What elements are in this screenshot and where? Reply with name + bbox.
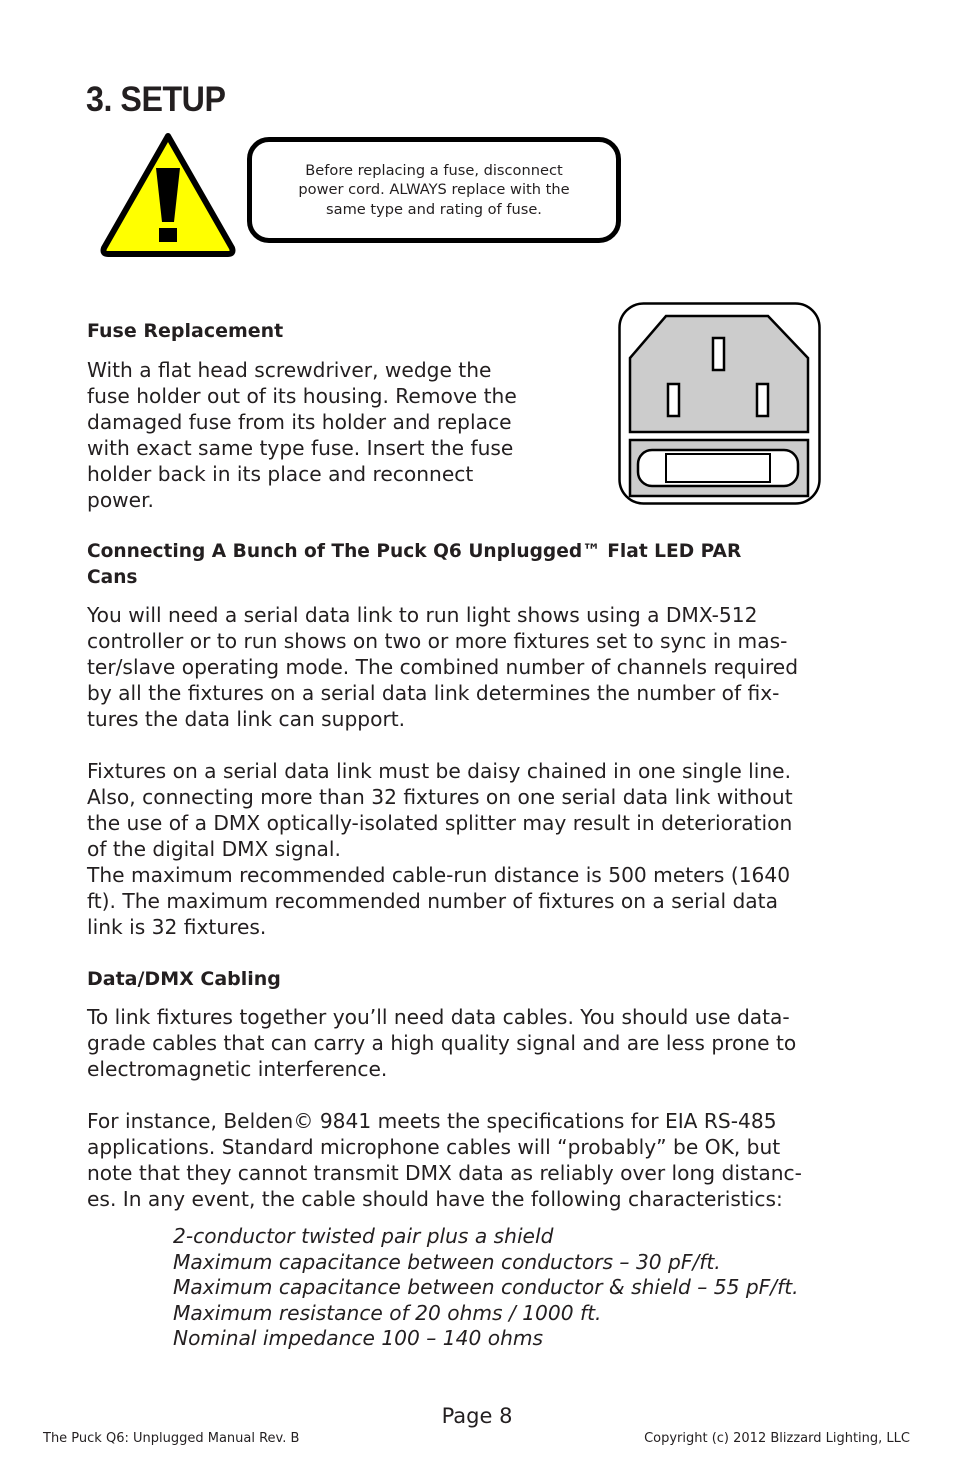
text-line: Also, connecting more than 32 fixtures on one serial data link without: [87, 785, 793, 809]
list-item: Maximum capacitance between conductors – 30 pF/ft.: [173, 1249, 721, 1274]
connecting-heading: [87, 539, 741, 591]
text-line: You will need a serial data link to run light shows using a DMX-512: [87, 603, 758, 627]
connecting-paragraph-1: [87, 602, 798, 732]
fuse-paragraph: [87, 357, 517, 513]
text-line: fuse holder out of its housing. Remove the: [87, 384, 517, 408]
text-line: power.: [87, 488, 154, 512]
heading-line: Connecting A Bunch of The Puck Q6 Unplugged™ Flat LED PAR: [87, 541, 742, 562]
text-line: ter/slave operating mode. The combined number of channels required: [87, 655, 799, 679]
cabling-paragraph-2: [87, 1108, 802, 1212]
text-line: Fixtures on a serial data link must be daisy chained in one single line.: [87, 759, 792, 783]
text-line: The maximum recommended cable-run distance is 500 meters (1640: [87, 863, 791, 887]
warning-line: power cord. ALWAYS replace with the: [298, 181, 570, 199]
text-line: controller or to run shows on two or more fixtures set to sync in mas-: [87, 629, 788, 653]
text-line: For instance, Belden© 9841 meets the specifications for EIA RS-485: [87, 1109, 777, 1133]
warning-line: Before replacing a fuse, disconnect: [305, 161, 563, 179]
text-line: by all the fixtures on a serial data link determines the number of fix-: [87, 681, 780, 705]
footer-manual-title: The Puck Q6: Unplugged Manual Rev. B: [43, 1431, 300, 1446]
text-line: electromagnetic interference.: [87, 1057, 388, 1081]
page-number-text: Page 8: [441, 1404, 513, 1428]
warning-text: [298, 161, 569, 220]
text-line: tures the data link can support.: [87, 707, 406, 731]
text-line: grade cables that can carry a high quality signal and are less prone to: [87, 1031, 797, 1055]
text-line: with exact same type fuse. Insert the fuse: [87, 436, 514, 460]
connecting-paragraph-2: [87, 758, 793, 940]
text-line: applications. Standard microphone cables will “probably” be OK, but: [87, 1135, 781, 1159]
page-number: [0, 1404, 954, 1428]
text-line: To link fixtures together you’ll need data cables. You should use data-: [87, 1005, 790, 1029]
warning-line: same type and rating of fuse.: [326, 200, 542, 218]
text-line: link is 32 fixtures.: [87, 915, 267, 939]
footer-copyright: Copyright (c) 2012 Blizzard Lighting, LLC: [644, 1431, 910, 1446]
text-line: With a flat head screwdriver, wedge the: [87, 358, 492, 382]
text-line: damaged fuse from its holder and replace: [87, 410, 512, 434]
list-item: Maximum resistance of 20 ohms / 1000 ft.: [173, 1300, 602, 1325]
text-line: of the digital DMX signal.: [87, 837, 341, 861]
list-item: Nominal impedance 100 – 140 ohms: [173, 1326, 544, 1351]
text-line: the use of a DMX optically-isolated splitter may result in deterioration: [87, 811, 793, 835]
warning-triangle-icon: [98, 130, 238, 258]
cabling-paragraph-1: [87, 1004, 796, 1082]
text-line: note that they cannot transmit DMX data as reliably over long distanc-: [87, 1161, 802, 1185]
cable-spec-list: [173, 1224, 799, 1352]
power-inlet-fuse-icon: [618, 302, 821, 505]
text-line: es. In any event, the cable should have the following characteristics:: [87, 1187, 783, 1211]
heading-line: Cans: [87, 567, 138, 588]
list-item: 2-conductor twisted pair plus a shield: [173, 1224, 554, 1248]
text-line: holder back in its place and reconnect: [87, 462, 474, 486]
fuse-heading: Fuse Replacement: [87, 320, 284, 342]
text-line: ft). The maximum recommended number of fixtures on a serial data: [87, 889, 778, 913]
section-title: 3. SETUP: [86, 80, 226, 119]
list-item: Maximum capacitance between conductor & shield – 55 pF/ft.: [173, 1275, 799, 1300]
cabling-heading: Data/DMX Cabling: [87, 968, 281, 990]
warning-callout: [247, 137, 621, 243]
